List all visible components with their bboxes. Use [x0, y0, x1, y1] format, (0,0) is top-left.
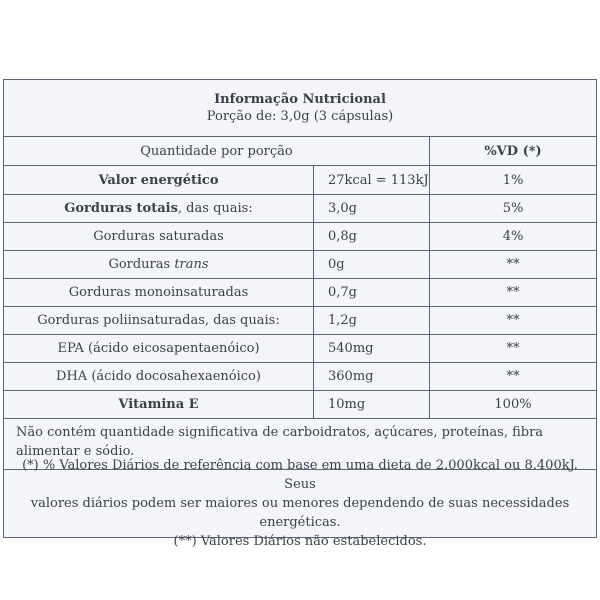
nutrient-dv: 4% — [429, 223, 596, 250]
nutrient-amount: 1,2g — [313, 307, 429, 334]
table-row — [4, 250, 596, 278]
daily-value-header: %VD (*) — [429, 137, 596, 165]
nutrient-dv: 1% — [429, 166, 596, 194]
table-row — [4, 222, 596, 250]
table-row — [4, 278, 596, 306]
nutrient-amount: 0,8g — [313, 223, 429, 250]
footnote-line: (**) Valores Diários não estabelecidos. — [173, 534, 427, 549]
nutrient-name — [4, 195, 313, 222]
serving-size: Porção de: 3,0g (3 cápsulas) — [206, 109, 394, 124]
insignificant-amounts-note: Não contém quantidade significativa de carboidratos, açúcares, proteínas, fibra alimentar e sódio. — [4, 418, 596, 469]
nutrient-name-bold: Gorduras totais — [64, 201, 178, 216]
daily-value-footnote — [4, 458, 596, 549]
nutrient-amount: 540mg — [313, 335, 429, 362]
table-row — [4, 194, 596, 222]
quantity-per-serving-header: Quantidade por porção — [140, 143, 293, 159]
nutrient-dv: 100% — [429, 391, 596, 418]
table-title: Informação Nutricional — [214, 92, 386, 107]
nutrient-dv: ** — [429, 251, 596, 278]
nutrient-dv: ** — [429, 363, 596, 390]
footnote-line: (*) % Valores Diários de referência com base em uma dieta de 2.000kcal ou 8.400kJ. Seus — [22, 458, 578, 492]
nutrient-amount: 0,7g — [313, 279, 429, 306]
nutrient-dv: ** — [429, 307, 596, 334]
table-row — [4, 165, 596, 194]
nutrient-name: Gorduras monoinsaturadas — [68, 285, 249, 300]
nutrient-dv: 5% — [429, 195, 596, 222]
nutrient-name-plain: Gorduras — [108, 257, 175, 272]
nutrient-dv: ** — [429, 279, 596, 306]
table-row — [4, 306, 596, 334]
nutrient-amount: 3,0g — [313, 195, 429, 222]
nutrient-name: Gorduras poliinsaturadas, das quais: — [37, 313, 280, 328]
table-title-block — [4, 80, 596, 136]
nutrient-amount: 10mg — [313, 391, 429, 418]
table-row — [4, 390, 596, 418]
table-row — [4, 362, 596, 390]
nutrient-name-rest: , das quais: — [177, 201, 253, 216]
nutrient-name: Vitamina E — [118, 397, 199, 412]
table-row — [4, 334, 596, 362]
nutrient-amount: 27kcal = 113kJ — [313, 166, 429, 194]
footnote-line: valores diários podem ser maiores ou menores dependendo de suas necessidades energéticas. — [30, 496, 570, 530]
nutrition-facts-table — [3, 79, 597, 549]
nutrient-amount: 0g — [313, 251, 429, 278]
nutrient-name: Valor energético — [98, 172, 219, 188]
nutrient-name: Gorduras saturadas — [93, 229, 224, 244]
nutrient-dv: ** — [429, 335, 596, 362]
nutrient-name — [4, 251, 313, 278]
nutrient-name: DHA (ácido docosahexaenóico) — [56, 369, 261, 384]
nutrient-amount: 360mg — [313, 363, 429, 390]
column-header-row — [4, 136, 596, 165]
nutrient-name: EPA (ácido eicosapentaenóico) — [57, 341, 260, 356]
nutrient-name-italic: trans — [174, 257, 209, 272]
